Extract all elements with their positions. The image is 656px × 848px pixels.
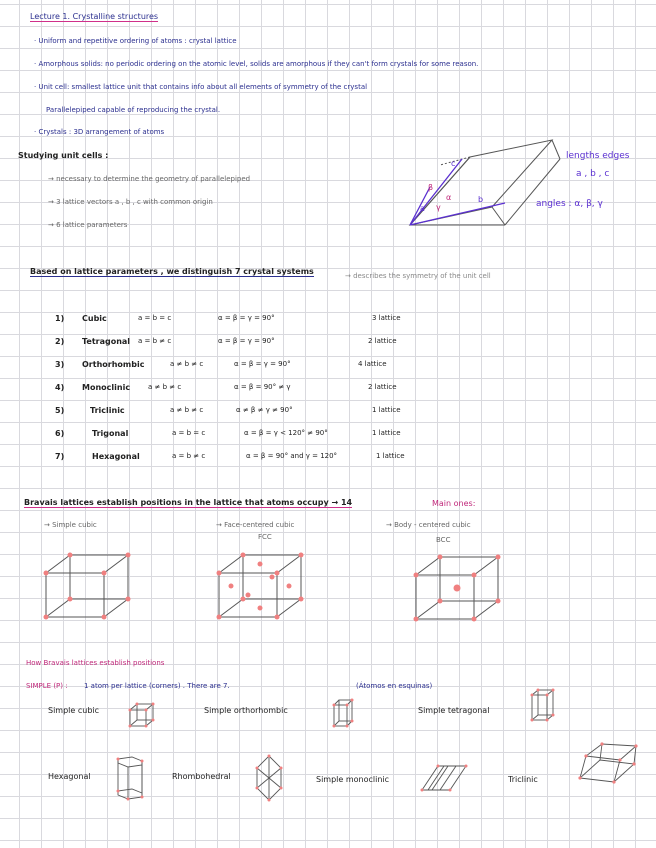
fcc-cube bbox=[215, 551, 305, 621]
systems-intro: Based on lattice parameters , we distinguish 7 crystal systems bbox=[30, 267, 314, 276]
bullet-1: · Uniform and repetitive ordering of atoms : crystal lattice bbox=[34, 37, 237, 45]
bravais-heading: Bravais lattices establish positions in the lattice that atoms occupy → 14 bbox=[24, 498, 353, 507]
hexagonal-icon bbox=[112, 755, 148, 801]
bravais-type-bcc: → Body - centered cubic bbox=[386, 521, 471, 529]
bravais-type-bcc-sub: BCC bbox=[436, 536, 451, 544]
positions-heading: How Bravais lattices establish positions bbox=[26, 659, 165, 667]
simple-monoclinic-icon bbox=[418, 762, 470, 794]
angles-values: angles : α, β, γ bbox=[536, 199, 603, 209]
simple-monoclinic-label: Simple monoclinic bbox=[316, 775, 390, 784]
bravais-type-fcc-sub: FCC bbox=[258, 533, 272, 541]
bravais-type-simple: → Simple cubic bbox=[44, 521, 97, 529]
page-title: Lecture 1. Crystalline structures bbox=[30, 12, 159, 21]
triclinic-label: Triclinic bbox=[508, 775, 538, 784]
unit-cells-point-1: → necessary to determine the geometry of parallelepiped bbox=[48, 175, 251, 183]
rhombohedral-icon bbox=[254, 754, 284, 802]
bcc-cube bbox=[412, 553, 502, 623]
simple-tetragonal-icon bbox=[530, 688, 556, 722]
vector-c-label: c bbox=[451, 159, 456, 168]
bullet-4: · Crystals : 3D arrangement of atoms bbox=[34, 128, 165, 136]
vector-b-label: b bbox=[478, 195, 484, 204]
angle-alpha-label: α bbox=[446, 193, 452, 202]
hexagonal-label: Hexagonal bbox=[48, 772, 91, 781]
angle-gamma-label: γ bbox=[436, 203, 441, 212]
bullet-3b: Parallelepiped capable of reproducing the crystal. bbox=[46, 106, 221, 114]
triclinic-icon bbox=[576, 742, 640, 788]
unit-cells-point-2: → 3 lattice vectors a , b , c with common origin bbox=[48, 198, 213, 206]
simple-orthorhombic-label: Simple orthorhombic bbox=[204, 706, 288, 715]
unit-cells-point-3: → 6 lattice parameters bbox=[48, 221, 128, 229]
lengths-edges-title: lengths edges bbox=[566, 151, 630, 161]
bullet-3: · Unit cell: smallest lattice unit that contains info about all elements of symmetry of the crystal bbox=[34, 83, 368, 91]
angle-beta-label: β bbox=[428, 183, 434, 192]
systems-note: → describes the symmetry of the unit cell bbox=[345, 272, 491, 280]
bravais-type-fcc: → Face-centered cubic bbox=[216, 521, 295, 529]
simple-cubic-icon bbox=[128, 702, 156, 728]
simple-orthorhombic-icon bbox=[332, 698, 354, 728]
bullet-2: · Amorphous solids: no periodic ordering on the atomic level, solids are amorphous if they can't form crystals for some reason. bbox=[34, 60, 479, 68]
simple-tetragonal-label: Simple tetragonal bbox=[418, 706, 490, 715]
simple-note: (Átomos en esquinas) bbox=[356, 682, 433, 690]
simple-cubic-cube bbox=[42, 551, 132, 621]
simple-label: SIMPLE (P) : bbox=[26, 682, 68, 690]
rhombohedral-label: Rhombohedral bbox=[172, 772, 231, 781]
simple-cubic-label: Simple cubic bbox=[48, 706, 100, 715]
bravais-main-note: Main ones: bbox=[432, 499, 476, 508]
unit-cells-heading: Studying unit cells : bbox=[18, 151, 109, 160]
lengths-edges-values: a , b , c bbox=[576, 169, 610, 179]
vector-a-label: a bbox=[420, 204, 425, 213]
simple-text: 1 atom per lattice (corners) . There are 7. bbox=[84, 682, 230, 690]
parallelepiped-diagram bbox=[400, 135, 560, 235]
